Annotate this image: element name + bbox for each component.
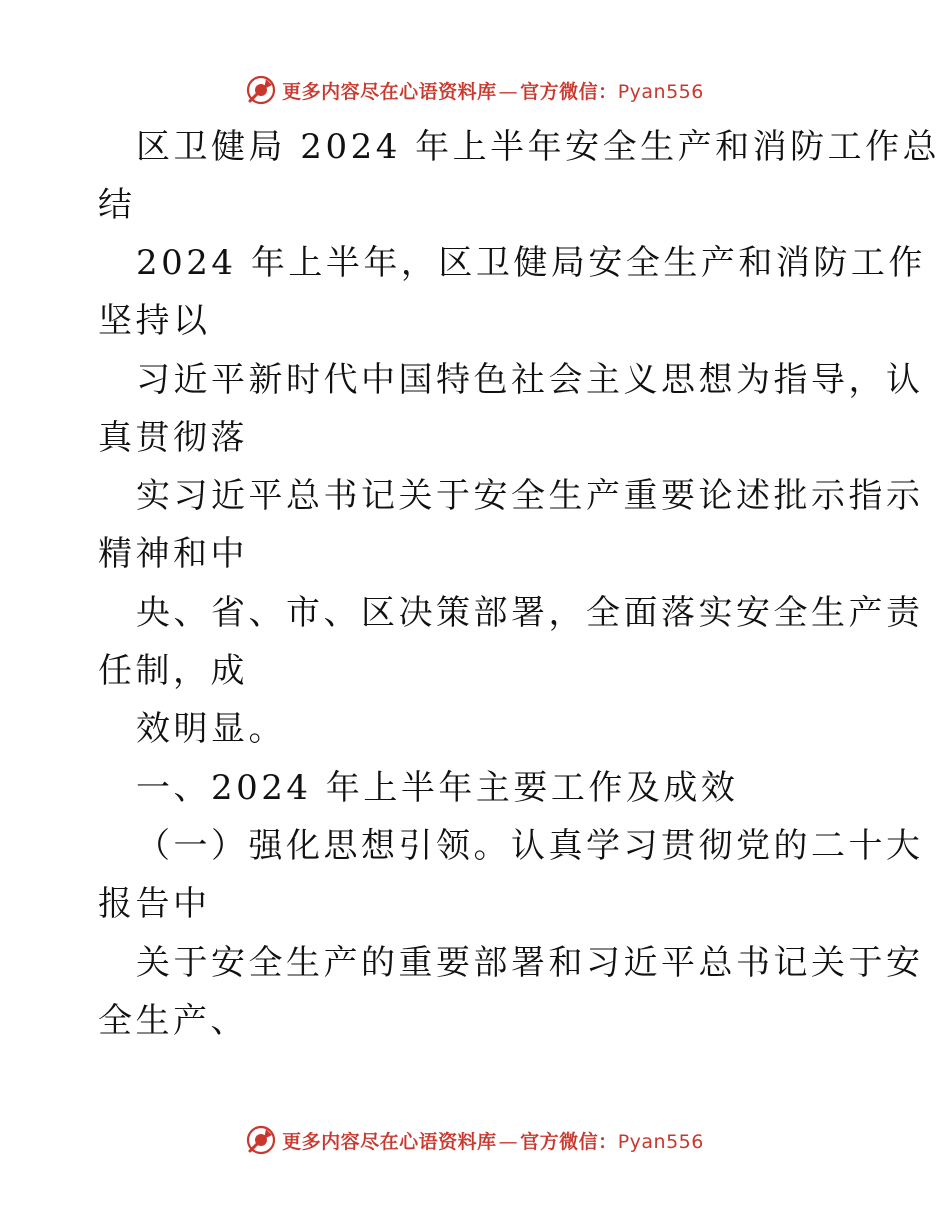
paragraph-line: 央、省、市、区决策部署，全面落实安全生产责 xyxy=(136,593,924,633)
paragraph-line: 真贯彻落 xyxy=(98,418,248,458)
title-line-1: 区卫健局 2024 年上半年安全生产和消防工作总 xyxy=(136,127,941,167)
paragraph-line: 效明显。 xyxy=(136,709,286,749)
paragraph-line: 全生产、 xyxy=(98,1001,248,1041)
paragraph-line: 实习近平总书记关于安全生产重要论述批示指示 xyxy=(136,476,924,516)
banner-dash: — xyxy=(498,80,519,103)
paragraph-line: 报告中 xyxy=(98,884,211,924)
pen-logo-icon xyxy=(246,75,276,105)
paragraph-line: 习近平新时代中国特色社会主义思想为指导，认 xyxy=(136,360,924,400)
banner-wechat-id: Pyan556 xyxy=(617,1130,704,1153)
banner-suffix: 官方微信： xyxy=(520,80,618,103)
banner-wechat-id: Pyan556 xyxy=(617,80,704,103)
section-heading: 一、2024 年上半年主要工作及成效 xyxy=(136,768,739,808)
paragraph-line: 精神和中 xyxy=(98,534,248,574)
paragraph-line: 2024 年上半年，区卫健局安全生产和消防工作 xyxy=(136,243,926,283)
paragraph-line: 任制，成 xyxy=(98,651,248,691)
footer-banner xyxy=(0,1120,950,1160)
banner-text xyxy=(282,1127,704,1154)
banner-main-text: 更多内容尽在心语资料库 xyxy=(282,80,497,103)
header-banner xyxy=(0,70,950,110)
title-line-2: 结 xyxy=(98,185,136,225)
paragraph-line: （一）强化思想引领。认真学习贯彻党的二十大 xyxy=(136,826,924,866)
paragraph-line: 坚持以 xyxy=(98,301,211,341)
pen-logo-icon xyxy=(246,1125,276,1155)
banner-main-text: 更多内容尽在心语资料库 xyxy=(282,1130,497,1153)
banner-text xyxy=(282,77,704,104)
paragraph-line: 关于安全生产的重要部署和习近平总书记关于安 xyxy=(136,943,924,983)
banner-dash: — xyxy=(498,1130,519,1153)
banner-suffix: 官方微信： xyxy=(520,1130,618,1153)
